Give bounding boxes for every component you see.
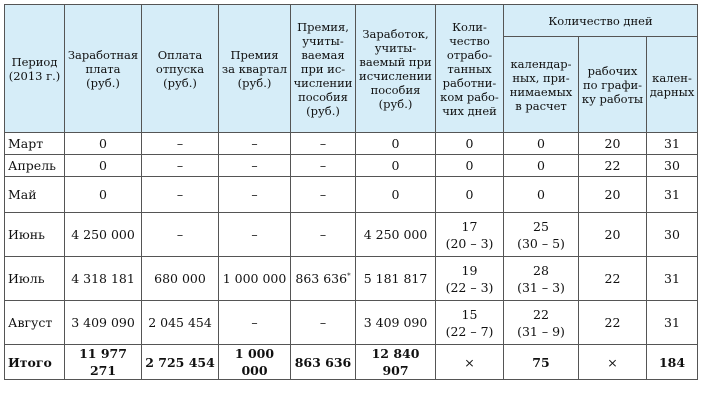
cell-worked-days	[436, 155, 504, 177]
header-line: отпуска	[155, 61, 205, 76]
cell-salary: 0	[65, 155, 142, 177]
cell-earnings-counted: 3 409 090	[356, 301, 436, 345]
cell-calendar: 31	[647, 301, 698, 345]
cell-worked-days	[436, 257, 504, 301]
table-row	[5, 133, 698, 155]
table-row	[5, 301, 698, 345]
cell-period: Август	[5, 301, 65, 345]
cell-calendar-accepted-line: 22	[533, 306, 549, 322]
total-calendar-accepted: 75	[504, 345, 579, 380]
cell-worked-days-line: (20 – 3)	[445, 235, 494, 251]
table-row	[5, 155, 698, 177]
header-line: Премия,	[297, 19, 349, 34]
cell-bonus-counted: –	[291, 155, 356, 177]
cell-worked-days-line: (22 – 7)	[445, 323, 494, 339]
cell-quarter-bonus: –	[219, 177, 291, 213]
header-line: (2013 г.)	[8, 68, 61, 83]
cell-working-schedule: 20	[579, 133, 647, 155]
cell-earnings-counted: 0	[356, 177, 436, 213]
total-quarter-bonus: 1 000 000	[219, 345, 291, 380]
header-line: ных, при-	[512, 70, 570, 85]
cell-bonus-counted: –	[291, 133, 356, 155]
header-earnings-counted	[356, 5, 436, 133]
total-period: Итого	[5, 345, 65, 380]
header-line: по графи-	[582, 77, 643, 92]
cell-working-schedule: 22	[579, 301, 647, 345]
cell-calendar-accepted-line: 0	[537, 136, 545, 151]
total-salary: 11 977 271	[65, 345, 142, 380]
header-period	[5, 5, 65, 133]
total-worked-days: ×	[436, 345, 504, 380]
header-worked-days	[436, 5, 504, 133]
cell-bonus-counted: –	[291, 177, 356, 213]
header-line: рабочих	[587, 63, 638, 78]
cell-calendar-accepted-line: (30 – 5)	[517, 235, 565, 251]
header-line: работни-	[442, 75, 497, 90]
cell-bonus-counted: –	[291, 301, 356, 345]
header-vacation-pay	[142, 5, 219, 133]
cell-earnings-counted: 5 181 817	[356, 257, 436, 301]
cell-calendar-accepted-line: 28	[533, 262, 549, 278]
cell-worked-days-line: 15	[461, 306, 478, 322]
total-row	[5, 345, 698, 380]
cell-worked-days-line: 17	[461, 218, 478, 234]
cell-vacation-pay: 680 000	[142, 257, 219, 301]
header-days-group: Количество дней	[504, 5, 698, 37]
cell-working-schedule: 22	[579, 155, 647, 177]
header-line: Оплата	[157, 47, 203, 62]
table-row	[5, 177, 698, 213]
header-line: Заработная	[67, 47, 139, 62]
header-working-schedule	[579, 37, 647, 133]
cell-period: Апрель	[5, 155, 65, 177]
cell-period: Июль	[5, 257, 65, 301]
header-bonus-counted	[291, 5, 356, 133]
header-salary	[65, 5, 142, 133]
header-line: календар-	[510, 56, 572, 71]
cell-earnings-counted: 4 250 000	[356, 213, 436, 257]
cell-calendar: 31	[647, 257, 698, 301]
cell-earnings-counted: 0	[356, 155, 436, 177]
header-quarter-bonus	[219, 5, 291, 133]
header-line: (руб.)	[378, 96, 413, 111]
table-row	[5, 213, 698, 257]
header-line: кален-	[652, 70, 692, 85]
cell-calendar-accepted	[504, 257, 579, 301]
cell-salary: 4 250 000	[65, 213, 142, 257]
cell-period: Июнь	[5, 213, 65, 257]
cell-worked-days-line: 0	[465, 187, 474, 202]
cell-calendar-accepted	[504, 155, 579, 177]
cell-calendar-accepted-line: (31 – 3)	[517, 279, 565, 295]
total-bonus-counted: 863 636	[291, 345, 356, 380]
header-line: числении	[293, 75, 353, 90]
header-line: пособия	[298, 89, 348, 104]
header-line: исчислении	[359, 68, 432, 83]
cell-worked-days	[436, 301, 504, 345]
cell-vacation-pay: –	[142, 155, 219, 177]
cell-earnings-counted: 0	[356, 133, 436, 155]
header-line: учиты-	[374, 40, 417, 55]
cell-worked-days-line: (22 – 3)	[445, 279, 494, 295]
cell-worked-days	[436, 133, 504, 155]
cell-salary: 0	[65, 133, 142, 155]
cell-calendar-accepted	[504, 177, 579, 213]
header-line: танных	[447, 61, 492, 76]
cell-quarter-bonus: –	[219, 133, 291, 155]
header-line: учиты-	[302, 33, 344, 48]
total-earnings-counted: 12 840 907	[356, 345, 436, 380]
header-line: отрабо-	[446, 47, 493, 62]
header-line: ку работы	[581, 91, 644, 106]
footnote-mark: *	[347, 271, 351, 280]
cell-calendar-accepted-line: 0	[537, 158, 545, 173]
cell-quarter-bonus: –	[219, 213, 291, 257]
header-line: ваемый при	[359, 54, 432, 69]
cell-vacation-pay: –	[142, 133, 219, 155]
cell-period: Май	[5, 177, 65, 213]
cell-vacation-pay: –	[142, 177, 219, 213]
cell-worked-days-line: 0	[465, 136, 474, 151]
cell-calendar: 31	[647, 133, 698, 155]
header-line: при ис-	[300, 61, 346, 76]
header-line: (руб.)	[163, 75, 197, 90]
header-line: (руб.)	[237, 75, 272, 90]
cell-worked-days	[436, 213, 504, 257]
cell-working-schedule: 22	[579, 257, 647, 301]
header-line: Коли-	[452, 19, 487, 34]
header-line: Период	[11, 54, 58, 69]
cell-working-schedule: 20	[579, 177, 647, 213]
header-calendar-accepted	[504, 37, 579, 133]
cell-calendar-accepted-line: 25	[533, 218, 549, 234]
header-line: в расчет	[515, 98, 567, 113]
header-calendar	[647, 37, 698, 133]
header-line: Премия	[230, 47, 279, 62]
cell-calendar-accepted-line: (31 – 9)	[517, 323, 565, 339]
table-row	[5, 257, 698, 301]
header-line: (руб.)	[86, 75, 120, 90]
cell-calendar: 30	[647, 213, 698, 257]
header-line: за квартал	[221, 61, 288, 76]
cell-vacation-pay: 2 045 454	[142, 301, 219, 345]
header-line: нимаемых	[509, 84, 573, 99]
cell-calendar-accepted	[504, 301, 579, 345]
cell-calendar: 31	[647, 177, 698, 213]
table-wrapper	[4, 4, 698, 380]
cell-salary: 3 409 090	[65, 301, 142, 345]
header-line: пособия	[370, 82, 421, 97]
cell-period: Март	[5, 133, 65, 155]
cell-bonus-counted: –	[291, 213, 356, 257]
cell-vacation-pay: –	[142, 213, 219, 257]
cell-salary: 4 318 181	[65, 257, 142, 301]
cell-calendar-accepted-line: 0	[537, 187, 545, 202]
header-line: чих дней	[442, 103, 497, 118]
cell-quarter-bonus: 1 000 000	[219, 257, 291, 301]
cell-working-schedule: 20	[579, 213, 647, 257]
cell-calendar-accepted	[504, 133, 579, 155]
header-line: дарных	[649, 84, 695, 99]
cell-salary: 0	[65, 177, 142, 213]
cell-calendar: 30	[647, 155, 698, 177]
cell-worked-days-line: 19	[461, 262, 478, 278]
header-line: плата	[85, 61, 121, 76]
header-line: ваемая	[301, 47, 345, 62]
cell-quarter-bonus: –	[219, 301, 291, 345]
header-line: (руб.)	[306, 103, 340, 118]
cell-worked-days-line: 0	[465, 158, 474, 173]
total-calendar: 184	[647, 345, 698, 380]
sick-leave-calculation-table	[4, 4, 698, 380]
cell-calendar-accepted	[504, 213, 579, 257]
cell-quarter-bonus: –	[219, 155, 291, 177]
header-line: Заработок,	[362, 26, 429, 41]
header-line: ком рабо-	[440, 89, 499, 104]
table-body	[5, 133, 698, 380]
total-vacation-pay: 2 725 454	[142, 345, 219, 380]
cell-bonus-counted: 863 636*	[291, 257, 356, 301]
cell-worked-days	[436, 177, 504, 213]
header-line: чество	[449, 33, 490, 48]
total-working-schedule: ×	[579, 345, 647, 380]
